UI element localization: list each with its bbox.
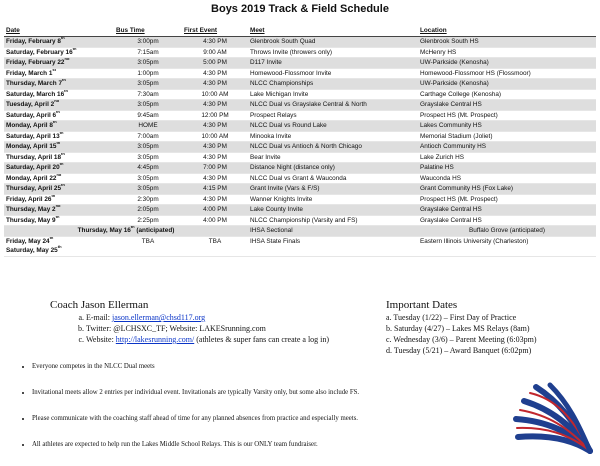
notes-list bbox=[14, 362, 514, 466]
email-label: E-mail: bbox=[86, 313, 112, 322]
cell-first-event: 10:00 AM bbox=[182, 89, 248, 100]
table-row bbox=[4, 205, 596, 216]
cell-first-event: 9:00 AM bbox=[182, 47, 248, 58]
cell-location: UW-Parkside (Kenosha) bbox=[418, 58, 596, 69]
cell-location: Carthage College (Kenosha) bbox=[418, 89, 596, 100]
cell-bus-time: 3:05pm bbox=[114, 184, 182, 195]
cell-date: Friday, February 8th bbox=[4, 37, 114, 48]
cell-meet: Grant Invite (Vars & F/S) bbox=[248, 184, 418, 195]
important-dates bbox=[386, 299, 537, 356]
note-item: • Invitational meets allow 2 entries per individual event. Invitationals are typically Varsity only, but some also include FS. bbox=[32, 388, 514, 397]
cell-location: Homewood-Flossmoor HS (Flossmoor) bbox=[418, 68, 596, 79]
table-row bbox=[4, 121, 596, 132]
column-header-bus-time: Bus Time bbox=[114, 26, 182, 37]
cell-meet: Lake Michigan Invite bbox=[248, 89, 418, 100]
cell-meet: Lake County Invite bbox=[248, 205, 418, 216]
cell-bus-time: 3:05pm bbox=[114, 173, 182, 184]
cell-date: Saturday, April 6th bbox=[4, 110, 114, 121]
table-row bbox=[4, 100, 596, 111]
eagle-feathers-logo-icon bbox=[510, 381, 596, 456]
cell-date: Thursday, April 18th bbox=[4, 152, 114, 163]
cell-date: Friday, March 1st bbox=[4, 68, 114, 79]
cell-bus-time: 2:05pm bbox=[114, 205, 182, 216]
schedule-header-row bbox=[4, 26, 596, 37]
table-row bbox=[4, 215, 596, 226]
coach-name: Coach Jason Ellerman bbox=[50, 299, 149, 311]
coach-email-link[interactable]: jason.ellerman@chsd117.org bbox=[112, 313, 206, 322]
note-item: • All athletes are expected to help run the Lakes Middle School Relays. This is our ONLY team fundraiser. bbox=[32, 440, 514, 449]
cell-bus-time: 4:45pm bbox=[114, 163, 182, 174]
column-header-first-event: First Event bbox=[182, 26, 248, 37]
cell-meet: NLCC Dual vs Round Lake bbox=[248, 121, 418, 132]
cell-date: Monday, April 15th bbox=[4, 142, 114, 153]
cell-location: McHenry HS bbox=[418, 47, 596, 58]
cell-first-event: 4:30 PM bbox=[182, 121, 248, 132]
cell-bus-time: 3:05pm bbox=[114, 142, 182, 153]
schedule-table bbox=[4, 26, 596, 257]
cell-date: Thursday, May 2nd bbox=[4, 205, 114, 216]
table-row bbox=[4, 131, 596, 142]
cell-first-event: 4:00 PM bbox=[182, 215, 248, 226]
table-row bbox=[4, 152, 596, 163]
cell-location: Lake Zurich HS bbox=[418, 152, 596, 163]
cell-first-event: 4:15 PM bbox=[182, 184, 248, 195]
cell-location: Grant Community HS (Fox Lake) bbox=[418, 184, 596, 195]
cell-date: Thursday, April 25th bbox=[4, 184, 114, 195]
important-dates-title: Important Dates bbox=[386, 299, 458, 311]
table-row bbox=[4, 47, 596, 58]
cell-first-event: 4:30 PM bbox=[182, 173, 248, 184]
cell-first-event: 4:30 PM bbox=[182, 37, 248, 48]
cell-date: Thursday, March 7th bbox=[4, 79, 114, 90]
cell-meet: IHSA State Finals bbox=[248, 236, 418, 256]
cell-first-event: 4:00 PM bbox=[182, 205, 248, 216]
coach-twitter-item: b. Twitter: @LCHSXC_TF; Website: LAKESrunning.com bbox=[86, 323, 329, 334]
table-row bbox=[4, 163, 596, 174]
cell-meet: Minooka Invite bbox=[248, 131, 418, 142]
column-header-location: Location bbox=[418, 26, 596, 37]
cell-meet: Bear Invite bbox=[248, 152, 418, 163]
cell-date: Saturday, April 13th bbox=[4, 131, 114, 142]
cell-bus-time: 3:00pm bbox=[114, 37, 182, 48]
cell-first-event: 10:00 AM bbox=[182, 131, 248, 142]
table-row bbox=[4, 37, 596, 48]
cell-location: Wauconda HS bbox=[418, 173, 596, 184]
cell-bus-time: 3:05pm bbox=[114, 79, 182, 90]
important-date-item: a. Tuesday (1/22) – First Day of Practice bbox=[386, 313, 517, 322]
cell-date: Friday, February 22nd bbox=[4, 58, 114, 69]
cell-first-event: 4:30 PM bbox=[182, 142, 248, 153]
cell-date: Monday, April 8th bbox=[4, 121, 114, 132]
cell-first-event: 7:00 PM bbox=[182, 163, 248, 174]
cell-meet: Throws Invite (throwers only) bbox=[248, 47, 418, 58]
coach-website-link[interactable]: http://lakesrunning.com/ bbox=[115, 335, 195, 344]
cell-first-event: 12:00 PM bbox=[182, 110, 248, 121]
cell-bus-time: 1:00pm bbox=[114, 68, 182, 79]
website-label: Website: bbox=[86, 335, 116, 344]
cell-bus-time: 2:30pm bbox=[114, 194, 182, 205]
cell-date: Saturday, February 16th bbox=[4, 47, 114, 58]
cell-date-anticipated: Thursday, May 16th (anticipated) bbox=[4, 226, 248, 237]
cell-first-event: 4:30 PM bbox=[182, 68, 248, 79]
coach-contact bbox=[50, 299, 329, 345]
cell-first-event: 4:30 PM bbox=[182, 100, 248, 111]
cell-first-event: 5:00 PM bbox=[182, 58, 248, 69]
cell-meet: Glenbrook South Quad bbox=[248, 37, 418, 48]
cell-location: Grayslake Central HS bbox=[418, 205, 596, 216]
cell-meet: Distance Night (distance only) bbox=[248, 163, 418, 174]
cell-location: Antioch Community HS bbox=[418, 142, 596, 153]
cell-meet: Prospect Relays bbox=[248, 110, 418, 121]
info-section bbox=[0, 299, 600, 457]
cell-meet: NLCC Championship (Varsity and FS) bbox=[248, 215, 418, 226]
cell-location: Glenbrook South HS bbox=[418, 37, 596, 48]
cell-date: Tuesday, April 2nd bbox=[4, 100, 114, 111]
cell-date: Friday, May 24th Saturday, May 25th bbox=[4, 236, 114, 256]
cell-location: Prospect HS (Mt. Prospect) bbox=[418, 110, 596, 121]
table-row bbox=[4, 184, 596, 195]
cell-bus-time: TBA bbox=[114, 236, 182, 256]
cell-meet: NLCC Championships bbox=[248, 79, 418, 90]
website-note: (athletes & super fans can create a log in) bbox=[194, 335, 330, 344]
cell-bus-time: 2:25pm bbox=[114, 215, 182, 226]
table-row-anticipated bbox=[4, 226, 596, 237]
note-item: • Everyone competes in the NLCC Dual meets bbox=[32, 362, 514, 371]
table-row-state-finals bbox=[4, 236, 596, 256]
cell-meet: IHSA Sectional bbox=[248, 226, 418, 237]
table-row bbox=[4, 58, 596, 69]
cell-location: Grayslake Central HS bbox=[418, 100, 596, 111]
coach-website-item bbox=[86, 334, 329, 345]
cell-location: Lakes Community HS bbox=[418, 121, 596, 132]
cell-location: UW-Parkside (Kenosha) bbox=[418, 79, 596, 90]
coach-email-item bbox=[86, 312, 329, 323]
cell-location: Eastern Illinois University (Charleston) bbox=[418, 236, 596, 256]
important-date-item: c. Wednesday (3/6) – Parent Meeting (6:03pm) bbox=[386, 335, 537, 344]
important-date-item: d. Tuesday (5/21) – Award Banquet (6:02pm) bbox=[386, 346, 532, 355]
cell-meet: NLCC Dual vs Grant & Wauconda bbox=[248, 173, 418, 184]
cell-location: Memorial Stadium (Joliet) bbox=[418, 131, 596, 142]
cell-first-event: TBA bbox=[182, 236, 248, 256]
cell-meet: Homewood-Flossmoor Invite bbox=[248, 68, 418, 79]
cell-date: Monday, April 22nd bbox=[4, 173, 114, 184]
cell-first-event: 4:30 PM bbox=[182, 79, 248, 90]
cell-bus-time: 3:05pm bbox=[114, 58, 182, 69]
cell-date: Saturday, March 16th bbox=[4, 89, 114, 100]
cell-bus-time: HOME bbox=[114, 121, 182, 132]
cell-date: Saturday, April 20th bbox=[4, 163, 114, 174]
cell-bus-time: 3:05pm bbox=[114, 152, 182, 163]
cell-bus-time: 3:05pm bbox=[114, 100, 182, 111]
cell-bus-time: 7:30am bbox=[114, 89, 182, 100]
cell-location: Prospect HS (Mt. Prospect) bbox=[418, 194, 596, 205]
cell-bus-time: 9:45am bbox=[114, 110, 182, 121]
note-item: • Please communicate with the coaching staff ahead of time for any planned absences from practice and especially meets. bbox=[32, 414, 514, 423]
cell-meet: NLCC Dual vs Grayslake Central & North bbox=[248, 100, 418, 111]
cell-first-event: 4:30 PM bbox=[182, 194, 248, 205]
table-row bbox=[4, 173, 596, 184]
cell-meet: NLCC Dual vs Antioch & North Chicago bbox=[248, 142, 418, 153]
cell-first-event: 4:30 PM bbox=[182, 152, 248, 163]
important-date-item: b. Saturday (4/27) – Lakes MS Relays (8am) bbox=[386, 324, 530, 333]
cell-meet: Wanner Knights Invite bbox=[248, 194, 418, 205]
table-row bbox=[4, 79, 596, 90]
cell-location: Buffalo Grove (anticipated) bbox=[418, 226, 596, 237]
cell-bus-time: 7:00am bbox=[114, 131, 182, 142]
cell-meet: D117 Invite bbox=[248, 58, 418, 69]
table-row bbox=[4, 68, 596, 79]
cell-location: Palatine HS bbox=[418, 163, 596, 174]
table-row bbox=[4, 110, 596, 121]
cell-location: Grayslake Central HS bbox=[418, 215, 596, 226]
cell-date: Thursday, May 9th bbox=[4, 215, 114, 226]
page-title: Boys 2019 Track & Field Schedule bbox=[211, 3, 389, 15]
cell-bus-time: 7:15am bbox=[114, 47, 182, 58]
table-row bbox=[4, 194, 596, 205]
column-header-date: Date bbox=[4, 26, 114, 37]
column-header-meet: Meet bbox=[248, 26, 418, 37]
table-row bbox=[4, 89, 596, 100]
cell-date: Friday, April 26th bbox=[4, 194, 114, 205]
table-row bbox=[4, 142, 596, 153]
